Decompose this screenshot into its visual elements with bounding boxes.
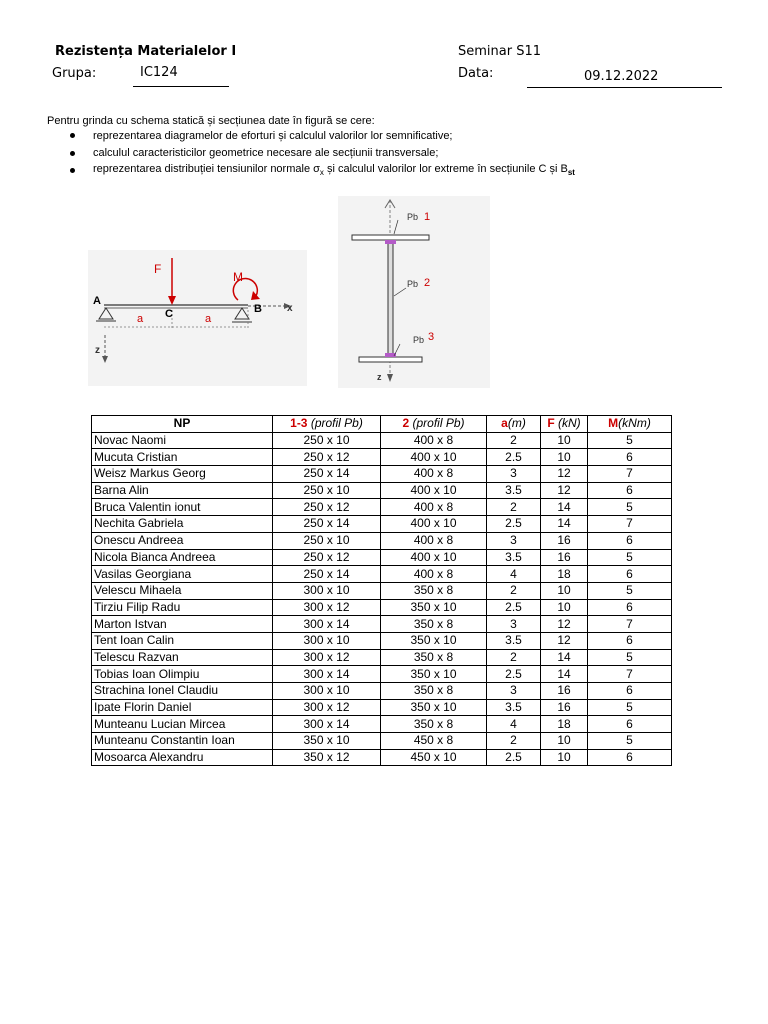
cell-profile-1-3: 250 x 14 [273, 566, 381, 583]
date-underline [527, 87, 722, 88]
label-c-point: C [165, 308, 173, 320]
cell-name: Tobias Ioan Olimpiu [92, 666, 273, 683]
cell-name: Marton Istvan [92, 616, 273, 633]
date-label: Data: [458, 66, 494, 81]
cell-a: 2.5 [487, 449, 541, 466]
table-row [92, 616, 672, 633]
cell-profile-1-3: 350 x 10 [273, 733, 381, 750]
cell-profile-2: 400 x 10 [381, 482, 487, 499]
cell-name: Mucuta Cristian [92, 449, 273, 466]
cell-m: 6 [588, 599, 672, 616]
table-row [92, 733, 672, 750]
table-row [92, 716, 672, 733]
cell-profile-1-3: 300 x 10 [273, 582, 381, 599]
bullet-item: calculul caracteristicilor geometrice necesare ale secțiunii transversale; [93, 147, 439, 159]
date-value: 09.12.2022 [584, 69, 659, 84]
table-row [92, 566, 672, 583]
cell-name: Nicola Bianca Andreea [92, 549, 273, 566]
cell-a: 4 [487, 566, 541, 583]
label-pb-2: Pb [407, 279, 419, 289]
cell-profile-2: 450 x 8 [381, 733, 487, 750]
leader-2 [394, 288, 406, 296]
cell-m: 5 [588, 733, 672, 750]
cell-name: Mosoarca Alexandru [92, 749, 273, 766]
bullet3-sub-st: st [567, 168, 575, 178]
cell-a: 3 [487, 466, 541, 483]
cell-m: 6 [588, 632, 672, 649]
bullet-dot [70, 133, 75, 138]
cell-profile-1-3: 250 x 14 [273, 516, 381, 533]
cell-profile-1-3: 350 x 12 [273, 749, 381, 766]
label-num-3: 3 [428, 331, 435, 343]
cell-a: 2.5 [487, 666, 541, 683]
cell-a: 2.5 [487, 516, 541, 533]
table-header-row [92, 416, 672, 433]
cell-name: Weisz Markus Georg [92, 466, 273, 483]
label-a-point: A [93, 295, 101, 307]
table-row [92, 749, 672, 766]
cell-profile-2: 350 x 10 [381, 699, 487, 716]
support-a [99, 308, 113, 319]
cell-name: Telescu Razvan [92, 649, 273, 666]
cell-m: 6 [588, 716, 672, 733]
table-row [92, 683, 672, 700]
web-plate [388, 240, 393, 357]
cell-name: Tent Ioan Calin [92, 632, 273, 649]
group-label: Grupa: [52, 66, 97, 81]
bullet3-mid: și calculul valorilor lor extreme în secțiunile C și B [323, 163, 568, 175]
cell-profile-1-3: 300 x 10 [273, 683, 381, 700]
cell-m: 6 [588, 749, 672, 766]
cell-m: 5 [588, 549, 672, 566]
cell-profile-1-3: 300 x 10 [273, 632, 381, 649]
cell-f: 16 [541, 549, 588, 566]
cell-a: 3 [487, 616, 541, 633]
cell-profile-1-3: 250 x 12 [273, 499, 381, 516]
cell-profile-1-3: 300 x 14 [273, 716, 381, 733]
cell-m: 7 [588, 466, 672, 483]
group-underline [133, 86, 229, 87]
cell-profile-2: 400 x 10 [381, 449, 487, 466]
cell-f: 14 [541, 649, 588, 666]
cell-name: Nechita Gabriela [92, 516, 273, 533]
cell-a: 2 [487, 432, 541, 449]
support-b [235, 308, 249, 319]
cross-section-diagram [338, 196, 490, 388]
moment-m-arrow [251, 291, 260, 300]
cell-f: 12 [541, 482, 588, 499]
leader-3 [394, 344, 400, 356]
cell-profile-2: 350 x 10 [381, 666, 487, 683]
cell-profile-1-3: 250 x 14 [273, 466, 381, 483]
cell-a: 3.5 [487, 549, 541, 566]
cell-m: 7 [588, 666, 672, 683]
cell-profile-2: 350 x 10 [381, 632, 487, 649]
cell-profile-2: 400 x 8 [381, 466, 487, 483]
table-row [92, 432, 672, 449]
label-num-2: 2 [424, 277, 431, 289]
cell-a: 2.5 [487, 749, 541, 766]
cell-profile-1-3: 250 x 10 [273, 432, 381, 449]
cell-a: 2 [487, 733, 541, 750]
table-row [92, 649, 672, 666]
cell-name: Velescu Mihaela [92, 582, 273, 599]
table-row [92, 449, 672, 466]
cell-a: 2 [487, 649, 541, 666]
table-body [92, 432, 672, 766]
cell-profile-1-3: 300 x 12 [273, 699, 381, 716]
cell-f: 10 [541, 449, 588, 466]
cell-name: Novac Naomi [92, 432, 273, 449]
cell-m: 7 [588, 516, 672, 533]
section-z-arrow [387, 374, 393, 382]
cell-profile-2: 400 x 10 [381, 516, 487, 533]
cell-name: Vasilas Georgiana [92, 566, 273, 583]
table-row [92, 532, 672, 549]
bullet-item-stress [93, 163, 575, 177]
bullet3-pre: reprezentarea distribuției tensiunilor normale σ [93, 163, 320, 175]
cell-m: 5 [588, 432, 672, 449]
col-header-profile-1-3: 1-3 (profil Pb) [273, 416, 381, 433]
group-value: IC124 [140, 65, 178, 80]
cell-profile-2: 350 x 8 [381, 716, 487, 733]
cell-m: 6 [588, 683, 672, 700]
cell-m: 5 [588, 649, 672, 666]
col-header-profile-2: 2 (profil Pb) [381, 416, 487, 433]
label-a-span2: a [205, 313, 212, 325]
cell-profile-2: 400 x 8 [381, 532, 487, 549]
cell-f: 10 [541, 749, 588, 766]
label-a-span1: a [137, 313, 144, 325]
cell-a: 2 [487, 582, 541, 599]
label-z-axis: z [95, 345, 100, 356]
col-header-m: M(kNm) [588, 416, 672, 433]
cell-f: 16 [541, 532, 588, 549]
cell-f: 10 [541, 733, 588, 750]
cell-f: 14 [541, 499, 588, 516]
table-row [92, 632, 672, 649]
col-header-f: F (kN) [541, 416, 588, 433]
cell-f: 18 [541, 566, 588, 583]
label-f: F [154, 262, 162, 276]
cell-m: 7 [588, 616, 672, 633]
cell-profile-2: 350 x 8 [381, 616, 487, 633]
cell-f: 10 [541, 582, 588, 599]
cell-m: 6 [588, 532, 672, 549]
label-num-1: 1 [424, 211, 431, 223]
cell-a: 2 [487, 499, 541, 516]
cell-name: Tirziu Filip Radu [92, 599, 273, 616]
cell-profile-1-3: 300 x 12 [273, 649, 381, 666]
cell-m: 6 [588, 482, 672, 499]
course-title: Rezistența Materialelor I [55, 44, 237, 59]
cell-profile-1-3: 300 x 14 [273, 616, 381, 633]
cell-name: Bruca Valentin ionut [92, 499, 273, 516]
cell-f: 18 [541, 716, 588, 733]
label-section-z: z [377, 372, 382, 382]
bullet3-sub-x: x [319, 168, 324, 178]
cell-profile-1-3: 300 x 12 [273, 599, 381, 616]
cell-name: Munteanu Constantin Ioan [92, 733, 273, 750]
cell-profile-2: 400 x 8 [381, 566, 487, 583]
label-b-point: B [254, 303, 262, 315]
bullet-dot [70, 151, 75, 156]
cell-f: 14 [541, 516, 588, 533]
cell-profile-2: 450 x 10 [381, 749, 487, 766]
top-flange [352, 235, 429, 240]
cell-a: 3.5 [487, 632, 541, 649]
cell-name: Ipate Florin Daniel [92, 699, 273, 716]
cell-a: 3 [487, 683, 541, 700]
cell-a: 2.5 [487, 599, 541, 616]
cell-f: 16 [541, 683, 588, 700]
cell-profile-2: 400 x 8 [381, 499, 487, 516]
bottom-flange [359, 357, 422, 362]
cell-profile-2: 350 x 8 [381, 683, 487, 700]
table-row [92, 466, 672, 483]
intro-text: Pentru grinda cu schema statică și secțiunea date în figură se cere: [47, 115, 375, 127]
label-x-axis: x [287, 303, 293, 314]
cell-f: 12 [541, 616, 588, 633]
cell-profile-1-3: 250 x 10 [273, 532, 381, 549]
z-axis-arrow [102, 356, 108, 363]
assignment-table [91, 415, 672, 766]
cell-a: 3 [487, 532, 541, 549]
cell-profile-1-3: 300 x 14 [273, 666, 381, 683]
cell-name: Strachina Ionel Claudiu [92, 683, 273, 700]
cell-m: 5 [588, 699, 672, 716]
label-m: M [233, 270, 243, 284]
bullet-dot [70, 168, 75, 173]
cell-profile-2: 350 x 8 [381, 582, 487, 599]
cell-profile-2: 400 x 10 [381, 549, 487, 566]
cell-f: 16 [541, 699, 588, 716]
force-f-arrow [168, 296, 176, 305]
table-row [92, 599, 672, 616]
cell-f: 12 [541, 632, 588, 649]
table-row [92, 516, 672, 533]
cell-profile-1-3: 250 x 12 [273, 549, 381, 566]
cell-profile-1-3: 250 x 12 [273, 449, 381, 466]
table-row [92, 549, 672, 566]
cell-name: Munteanu Lucian Mircea [92, 716, 273, 733]
cell-name: Barna Alin [92, 482, 273, 499]
cell-profile-1-3: 250 x 10 [273, 482, 381, 499]
cell-f: 10 [541, 599, 588, 616]
cell-a: 3.5 [487, 699, 541, 716]
cell-profile-2: 350 x 8 [381, 649, 487, 666]
cell-m: 5 [588, 582, 672, 599]
seminar-label: Seminar S11 [458, 44, 542, 59]
table-row [92, 666, 672, 683]
table-row [92, 499, 672, 516]
cell-profile-2: 400 x 8 [381, 432, 487, 449]
leader-1 [394, 220, 398, 234]
weld-top [385, 240, 396, 244]
col-header-np: NP [92, 416, 273, 433]
table-row [92, 699, 672, 716]
cell-a: 3.5 [487, 482, 541, 499]
cell-f: 10 [541, 432, 588, 449]
cell-a: 4 [487, 716, 541, 733]
beam-diagram [88, 250, 308, 386]
cell-f: 14 [541, 666, 588, 683]
cell-f: 12 [541, 466, 588, 483]
label-pb-3: Pb [413, 335, 425, 345]
bullet-item: reprezentarea diagramelor de eforturi și calculul valorilor lor semnificative; [93, 130, 453, 142]
cell-m: 6 [588, 566, 672, 583]
cell-m: 5 [588, 499, 672, 516]
cell-profile-2: 350 x 10 [381, 599, 487, 616]
cell-m: 6 [588, 449, 672, 466]
label-pb-1: Pb [407, 212, 419, 222]
table-row [92, 482, 672, 499]
table-row [92, 582, 672, 599]
cell-name: Onescu Andreea [92, 532, 273, 549]
col-header-a: a(m) [487, 416, 541, 433]
